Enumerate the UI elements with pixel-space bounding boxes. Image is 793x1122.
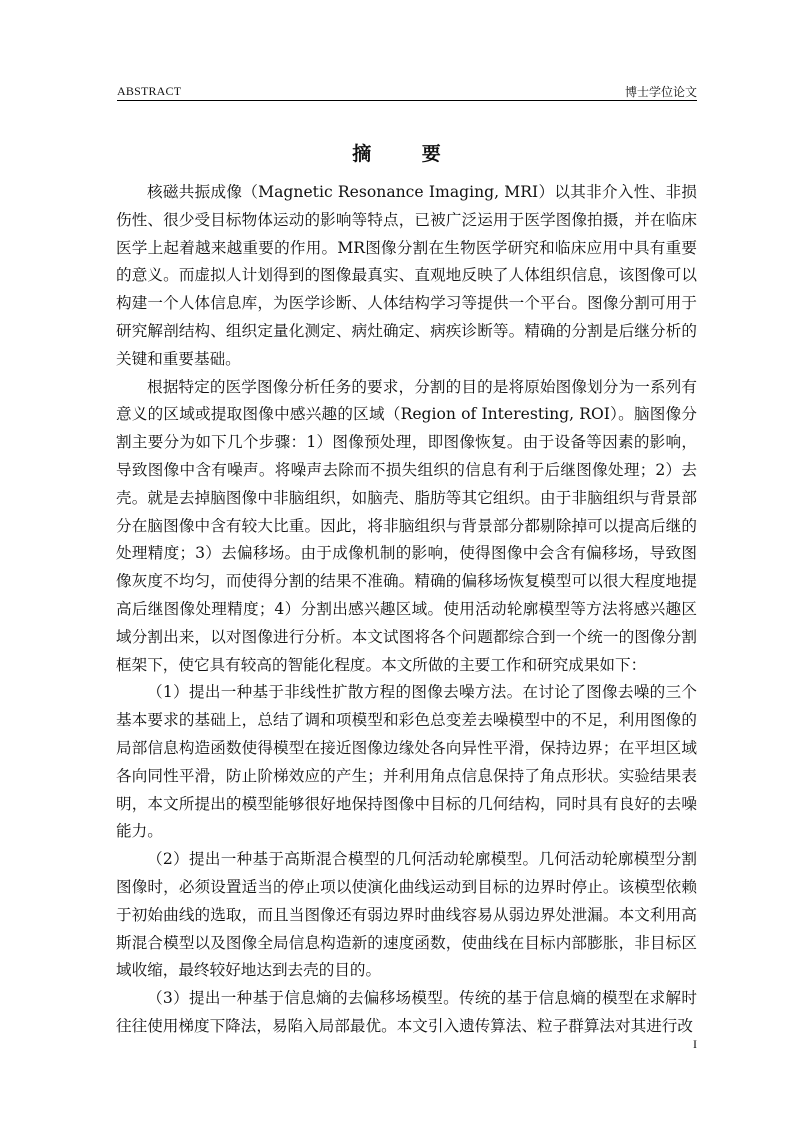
page-number: I (693, 1037, 697, 1051)
paragraph-intro: 核磁共振成像（Magnetic Resonance Imaging, MRI）以其非介入性、非损伤性、很少受目标物体运动的影响等特点，已被广泛运用于医学图像拍摄，并在临床医学上起着越来越重要的作用。MR图像分割在生物医学研究和临床应用中具有重要的意义。而虚拟人计划得到的图像最真实、直观地反映了人体组织信息，该图像可以构建一个人体信息库，为医学诊断、人体结构学习等提供一个平台。图像分割可用于研究解剖结构、组织定量化测定、病灶确定、病疾诊断等。精确的分割是后继分析的关键和重要基础。 (116, 183, 697, 368)
running-header-left: ABSTRACT (117, 84, 182, 98)
running-header-right: 博士学位论文 (624, 85, 697, 99)
paragraph-segmentation-steps: 根据特定的医学图像分析任务的要求，分割的目的是将原始图像划分为一系列有意义的区域或提取图像中感兴趣的区域（Region of Interesting, ROI）。脑图像分割主要分为如下几个步骤：1）图像预处理，即图像恢复。由于设备等因素的影响，导致图像中含有噪声。将噪声去除而不损失组织的信息有利于后继图像处理；2）去壳。就是去掉脑图像中非脑组织，如脑壳、脂肪等其它组织。由于非脑组织与背景部分在脑图像中含有较大比重。因此，将非脑组织与背景部分都剔除掉可以提高后继的处理精度；3）去偏移场。由于成像机制的影响，使得图像中会含有偏移场，导致图像灰度不均匀，而使得分割的结果不准确。精确的偏移场恢复模型可以很大程度地提高后继图像处理精度；4）分割出感兴趣区域。使用活动轮廓模型等方法将感兴趣区域分割出来，以对图像进行分析。本文试图将各个问题都综合到一个统一的图像分割框架下，使它具有较高的智能化程度。本文所做的主要工作和研究成果如下： (116, 377, 697, 674)
paragraph-contribution-2: （2）提出一种基于高斯混合模型的几何活动轮廓模型。几何活动轮廓模型分割图像时，必须设置适当的停止项以使演化曲线运动到目标的边界时停止。该模型依赖于初始曲线的选取，而且当图像还有弱边界时曲线容易从弱边界处泄漏。本文利用高斯混合模型以及图像全局信息构造新的速度函数，使曲线在目标内部膨胀，非目标区域收缩，最终较好地达到去壳的目的。 (116, 850, 697, 980)
page-title: 摘 要 (352, 143, 463, 165)
paragraph-contribution-3: （3）提出一种基于信息熵的去偏移场模型。传统的基于信息熵的模型在求解时往往使用梯度下降法，易陷入局部最优。本文引入遗传算法、粒子群算法对其进行改 (116, 989, 697, 1035)
paragraph-contribution-1: （1）提出一种基于非线性扩散方程的图像去噪方法。在讨论了图像去噪的三个基本要求的基础上，总结了调和项模型和彩色总变差去噪模型中的不足，利用图像的局部信息构造函数使得模型在接近图像边缘处各向异性平滑，保持边界；在平坦区域各向同性平滑，防止阶梯效应的产生；并利用角点信息保持了角点形状。实验结果表明，本文所提出的模型能够很好地保持图像中目标的几何结构，同时具有良好的去噪能力。 (116, 683, 697, 841)
abstract-body (116, 179, 697, 1041)
header-divider (117, 100, 697, 101)
